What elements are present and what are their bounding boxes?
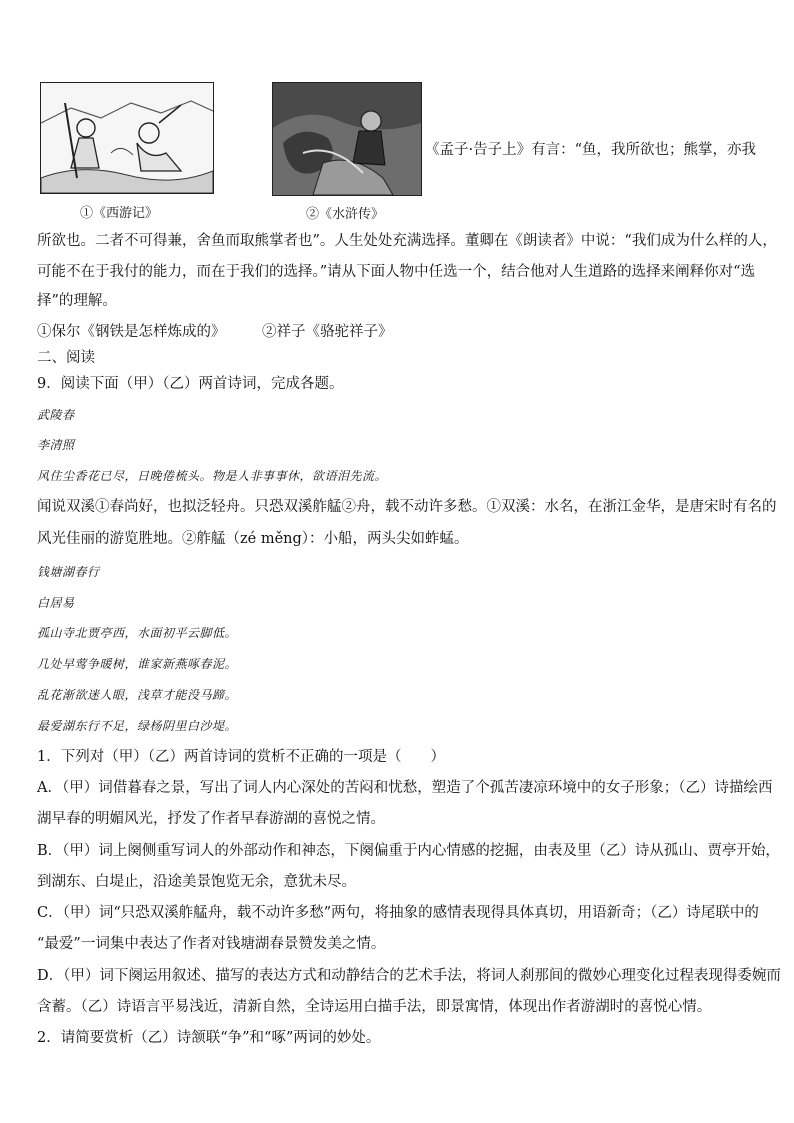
poem2-line-3: 乱花渐欲迷人眼，浅草才能没马蹄。: [37, 688, 238, 702]
poem2-line-4: 最爱湖东行不足，绿杨阴里白沙堤。: [37, 719, 238, 733]
illustration-xiyouji: [40, 82, 214, 194]
intro-line-3: 可能不在于我付的能力，而在于我们的选择。”请从下面人物中任选一个，结合他对人生道路的选择来阐释你对“选: [37, 264, 756, 280]
poem2-title: 钱塘湖春行: [37, 565, 100, 579]
option-c-line-1: C．（甲）词“只恐双溪舴艋舟，载不动许多愁”两句，将抽象的感情表现得具体真切，用语新奇；（乙）诗尾联中的: [37, 905, 759, 921]
illustration-shuihuzhuan-drawing: [273, 83, 421, 195]
option-baoer: ①保尔《钢铁是怎样炼成的》: [37, 324, 226, 340]
poem2-line-2: 几处早莺争暖树，谁家新燕啄春泥。: [37, 657, 238, 671]
option-b-line-1: B．（甲）词上阕侧重写词人的外部动作和神态，下阕偏重于内心情感的挖掘，由表及里（乙）诗从孤山、贾亭开始，: [37, 843, 780, 859]
illustration-shuihuzhuan: [272, 82, 422, 196]
question-1: 1．下列对（甲）（乙）两首诗词的赏析不正确的一项是（ ）: [37, 749, 445, 765]
option-c-line-2: “最爱”一词集中表达了作者对钱塘湖春景赞发美之情。: [37, 936, 386, 952]
poem1-line-3: 风光佳丽的游览胜地。②舴艋（zé měng）：小船，两头尖如蚱蜢。: [37, 531, 469, 547]
option-d-line-2: 含蓄。（乙）诗语言平易浅近，清新自然，全诗运用白描手法，即景寓情，体现出作者游湖时的喜悦心情。: [37, 999, 712, 1015]
option-a-line-1: A．（甲）词借暮春之景，写出了词人内心深处的苦闷和忧愁，塑造了个孤苦凄凉环境中的女子形象；（乙）诗描绘西: [37, 780, 773, 796]
poem1-line-1: 风住尘香花已尽，日晚倦梳头。物是人非事事休，欲语泪先流。: [37, 469, 388, 483]
option-a-line-2: 湖早春的明媚风光，抒发了作者早春游湖的喜悦之情。: [37, 811, 385, 827]
figure-caption: ①《西游记》: [80, 206, 159, 221]
poem1-line-2: 闻说双溪①春尚好，也拟泛轻舟。只恐双溪舴艋②舟，载不动许多愁。①双溪：水名，在浙江金华，是唐宋时有名的: [37, 499, 777, 515]
option-d-line-1: D．（甲）词下阕运用叙述、描写的表达方式和动静结合的艺术手法，将词人刹那间的微妙心理变化过程表现得委婉而: [37, 968, 781, 984]
figure-caption: ②《水浒传》: [306, 207, 385, 222]
option-xiangzi: ②祥子《骆驼祥子》: [262, 324, 393, 340]
question-9: 9．阅读下面（甲）（乙）两首诗词，完成各题。: [37, 376, 344, 392]
intro-line-2: 所欲也。二者不可得兼，舍鱼而取熊掌者也”。人生处处充满选择。董卿在《朗读者》中说：“我们成为什么样的人，: [37, 233, 777, 249]
section-title: 二、阅读: [37, 350, 95, 366]
illustration-xiyouji-drawing: [41, 83, 213, 193]
intro-line-4: 择”的理解。: [37, 293, 117, 309]
question-2: 2．请简要赏析（乙）诗颔联“争”和“啄”两词的妙处。: [37, 1030, 381, 1046]
poem2-author: 白居易: [37, 596, 75, 610]
intro-line-1: 《孟子·告子上》有言：“鱼，我所欲也；熊掌，亦我: [425, 142, 757, 158]
option-b-line-2: 到湖东、白堤止，沿途美景饱览无余，意犹未尽。: [37, 874, 356, 890]
poem1-title: 武陵春: [37, 408, 75, 422]
poem1-author: 李清照: [37, 438, 75, 452]
poem2-line-1: 孤山寺北贾亭西，水面初平云脚低。: [37, 626, 238, 640]
